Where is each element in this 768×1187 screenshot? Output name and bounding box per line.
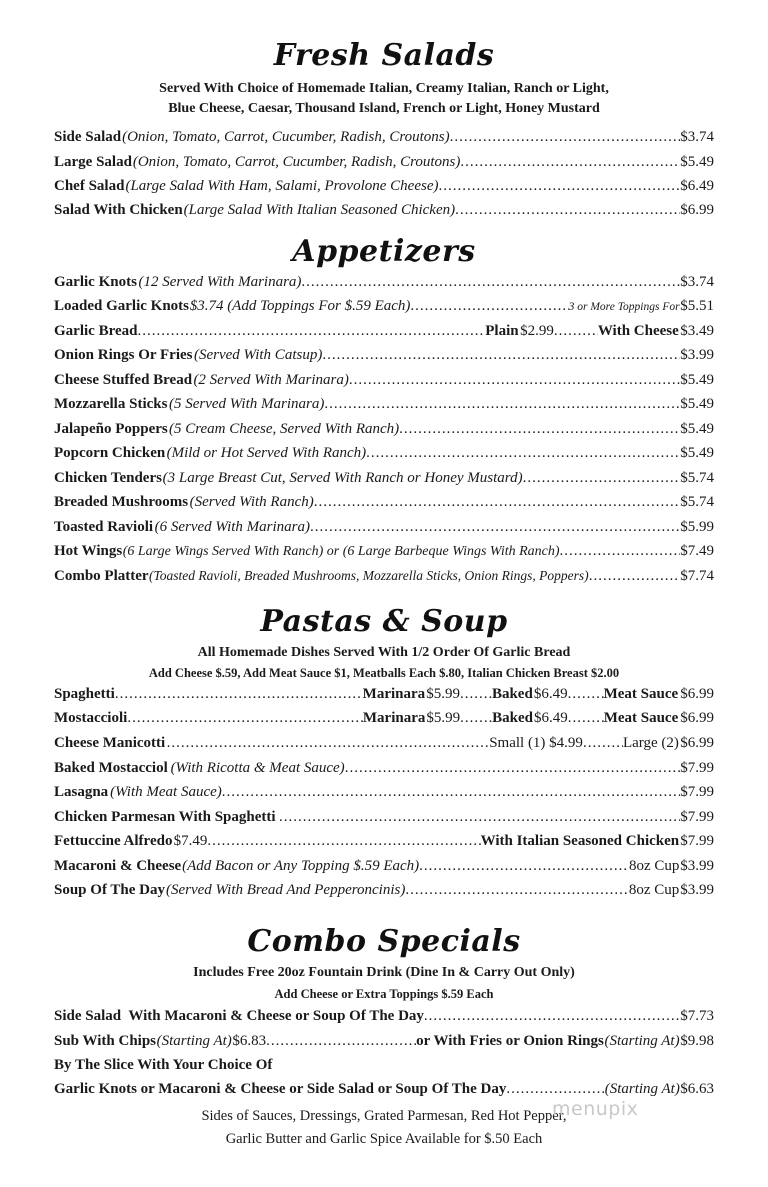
menu-item (54, 372, 714, 394)
combos-subtitle-1: Includes Free 20oz Fountain Drink (Dine In & Carry Out Only) (193, 965, 575, 980)
menu-item (54, 760, 714, 782)
menu-item (54, 178, 714, 200)
item-desc: (Large Salad With Italian Seasoned Chicken) (183, 202, 456, 218)
item-desc: (Add Bacon or Any Topping $.59 Each) (182, 858, 420, 874)
menu-item (54, 686, 714, 708)
item-name: Fettuccine Alfredo (54, 833, 173, 849)
item-name: Chef Salad (54, 178, 125, 194)
item-name: Baked Mostacciol (54, 760, 168, 776)
item-note: (Starting At) (604, 1033, 680, 1049)
menu-item (54, 421, 714, 443)
menu-item (54, 274, 714, 296)
item-name: Chicken Parmesan With Spaghetti (54, 809, 276, 825)
item-price: $5.49 (680, 421, 714, 437)
item-option-price: $2.99 (520, 323, 554, 339)
item-name: Popcorn Chicken (54, 445, 166, 461)
item-name: Garlic Bread (54, 323, 138, 339)
item-option: Meat Sauce (603, 686, 679, 702)
item-name: Hot Wings (54, 543, 123, 559)
item-price: $7.73 (680, 1008, 714, 1024)
item-option-price: $5.99 (426, 686, 460, 702)
item-option: Small (1) $4.99 (489, 735, 583, 751)
item-desc: (12 Served With Marinara) (138, 274, 302, 290)
item-name: Spaghetti (54, 686, 115, 702)
item-name: Breaded Mushrooms (54, 494, 189, 510)
item-option: Meat Sauce (603, 710, 679, 726)
item-desc: (With Meat Sauce) (110, 784, 222, 800)
item-name: Salad With Chicken (54, 202, 183, 218)
item-name: Combo Platter (54, 568, 149, 584)
menu-item (54, 809, 714, 831)
item-note: (Starting At) (156, 1033, 232, 1049)
item-price: $5.74 (680, 470, 714, 486)
menu-item (54, 1033, 714, 1055)
item-name: Onion Rings Or Fries (54, 347, 193, 363)
salads-subtitle-1: Served With Choice of Homemade Italian, Creamy Italian, Ranch or Light, (159, 81, 609, 96)
item-price: $5.74 (680, 494, 714, 510)
item-name: Mozzarella Sticks (54, 396, 168, 412)
item-option: With Italian Seasoned Chicken (480, 833, 680, 849)
item-price: $5.49 (680, 154, 714, 170)
item-desc: (6 Large Wings Served With Ranch) or (6 Large Barbeque Wings With Ranch) (122, 544, 560, 559)
item-desc: (2 Served With Marinara) (193, 372, 349, 388)
item-desc: (Served With Bread And Pepperoncinis) (165, 882, 406, 898)
item-name: Sub With Chips (54, 1033, 157, 1049)
item-name: Soup Of The Day (54, 882, 166, 898)
item-price: $6.99 (680, 735, 714, 751)
item-size: 8oz Cup (628, 882, 680, 898)
item-desc: (5 Served With Marinara) (168, 396, 325, 412)
item-option: Baked (491, 686, 533, 702)
item-option-price: $6.83 (232, 1033, 267, 1049)
item-desc: (Served With Ranch) (189, 494, 314, 510)
footer-note-2: Garlic Butter and Garlic Spice Available for $.50 Each (225, 1131, 543, 1147)
item-price: $7.99 (680, 760, 714, 776)
item-option-price: $7.49 (173, 833, 208, 849)
item-name: Garlic Knots (54, 274, 137, 290)
item-extra: 3 or More Toppings For (568, 301, 680, 313)
item-price: $3.74 (680, 274, 714, 290)
item-name: Large Salad (54, 154, 132, 170)
item-price: $7.99 (680, 784, 714, 800)
menu-item (54, 833, 714, 855)
combos-subtitle-2: Add Cheese or Extra Toppings $.59 Each (274, 987, 494, 1001)
item-price: $3.74 (680, 129, 714, 145)
item-option: With Cheese (597, 323, 679, 339)
item-name: Cheese Stuffed Bread (54, 372, 193, 388)
item-name: Jalapeño Poppers (54, 421, 168, 437)
item-price: $3.99 (680, 858, 714, 874)
item-option: or With Fries or Onion Rings (416, 1033, 604, 1049)
menu-item (54, 543, 714, 565)
pastas-title: Pastas & Soup (260, 604, 508, 639)
item-price: $5.49 (680, 372, 714, 388)
item-name: Lasagna (54, 784, 109, 800)
salads-subtitle-2: Blue Cheese, Caesar, Thousand Island, French or Light, Honey Mustard (168, 101, 600, 116)
item-price: $6.63 (680, 1081, 714, 1097)
item-name: Garlic Knots or Macaroni & Cheese or Side Salad or Soup Of The Day (54, 1081, 507, 1097)
menu-item (54, 735, 714, 757)
item-price: $5.49 (680, 445, 714, 461)
item-desc: (Onion, Tomato, Carrot, Cucumber, Radish, Croutons) (122, 129, 450, 145)
menu-item (54, 858, 714, 880)
item-price: $5.99 (680, 519, 714, 535)
item-desc: $3.74 (Add Toppings For $.59 Each) (189, 298, 411, 314)
item-desc: (Served With Catsup) (194, 347, 323, 363)
menu-item (54, 470, 714, 492)
item-name: Macaroni & Cheese (54, 858, 182, 874)
item-name: Loaded Garlic Knots (54, 298, 190, 314)
pastas-subtitle-1: All Homemade Dishes Served With 1/2 Order Of Garlic Bread (197, 645, 571, 660)
menu-item (54, 494, 714, 516)
item-name: Mostaccioli (54, 710, 128, 726)
footer-note-1: Sides of Sauces, Dressings, Grated Parmesan, Red Hot Pepper, (201, 1108, 567, 1124)
menu-item (54, 882, 714, 904)
item-name: Cheese Manicotti (54, 735, 166, 751)
item-price: $7.99 (680, 833, 714, 849)
item-option-price: $5.99 (426, 710, 461, 726)
menu-item (54, 154, 714, 176)
item-option: Baked (492, 710, 533, 726)
item-price: $5.51 (680, 298, 714, 314)
menu-item-heading (54, 1057, 714, 1079)
item-desc: (Onion, Tomato, Carrot, Cucumber, Radish, Croutons) (132, 154, 461, 170)
item-name: Chicken Tenders (54, 470, 162, 486)
menu-item (54, 202, 714, 224)
item-price: $3.49 (680, 323, 714, 339)
item-price: $6.49 (680, 178, 714, 194)
item-option: Plain (485, 323, 519, 339)
item-desc: (Large Salad With Ham, Salami, Provolone Cheese) (125, 178, 439, 194)
item-price: $6.99 (680, 686, 714, 702)
menu-item (54, 298, 714, 320)
item-price: $6.99 (680, 202, 714, 218)
item-desc: (With Ricotta & Meat Sauce) (170, 760, 345, 776)
pastas-subtitle-2: Add Cheese $.59, Add Meat Sauce $1, Meatballs Each $.80, Italian Chicken Breast $2.00 (148, 666, 620, 680)
item-price: $6.99 (680, 710, 714, 726)
item-desc: (Toasted Ravioli, Breaded Mushrooms, Mozzarella Sticks, Onion Rings, Poppers) (148, 568, 589, 583)
item-desc: (5 Cream Cheese, Served With Ranch) (168, 421, 400, 437)
item-name: By The Slice With Your Choice Of (54, 1057, 273, 1073)
item-name: Side Salad (54, 129, 122, 145)
watermark-logo: menupix (552, 1098, 639, 1120)
item-desc: (3 Large Breast Cut, Served With Ranch or Honey Mustard) (162, 470, 523, 486)
item-size: 8oz Cup (628, 858, 680, 874)
menu-item (54, 519, 714, 541)
combos-title: Combo Specials (247, 924, 521, 959)
salads-title: Fresh Salads (273, 38, 495, 73)
item-price: $3.99 (680, 882, 714, 898)
item-price: $3.99 (680, 347, 714, 363)
item-name: Side Salad With Macaroni & Cheese or Soup Of The Day (54, 1008, 424, 1024)
item-option: Marinara (362, 686, 426, 702)
item-price: $5.49 (680, 396, 714, 412)
menu-item (54, 710, 714, 732)
item-option: Marinara (362, 710, 426, 726)
item-note: (Starting At) (604, 1081, 680, 1097)
menu-item (54, 1008, 714, 1030)
menu-item (54, 129, 714, 151)
item-desc: (Mild or Hot Served With Ranch) (166, 445, 367, 461)
appetizers-title: Appetizers (292, 234, 476, 269)
item-price: $7.99 (680, 809, 714, 825)
menu-item (54, 347, 714, 369)
menu-item (54, 784, 714, 806)
menu-item (54, 323, 714, 345)
item-price: $7.49 (680, 543, 714, 559)
item-price: $9.98 (680, 1033, 714, 1049)
menu-item (54, 445, 714, 467)
menu-item (54, 396, 714, 418)
item-option-price: $6.49 (533, 686, 568, 702)
item-option-price: $6.49 (533, 710, 568, 726)
item-desc: (6 Served With Marinara) (154, 519, 310, 535)
item-option: Large (2) (622, 735, 679, 751)
item-name: Toasted Ravioli (54, 519, 154, 535)
item-price: $7.74 (680, 568, 714, 584)
menu-item (54, 568, 714, 590)
